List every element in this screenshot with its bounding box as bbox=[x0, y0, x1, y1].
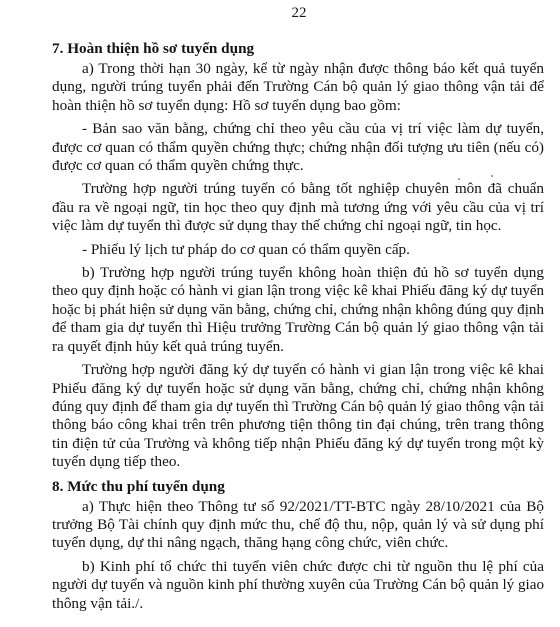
scan-speck bbox=[458, 178, 460, 180]
text-line: tuyển dụng tiếp theo. bbox=[52, 453, 181, 471]
text-line: - Bản sao văn bằng, chứng chỉ theo yêu cầu của vị trí việc làm dự tuyển, bbox=[82, 120, 544, 138]
text-line: tuyển dụng, dự thi nâng ngạch, thăng hạng công chức, viên chức. bbox=[52, 534, 449, 552]
text-line: - Phiếu lý lịch tư pháp do cơ quan có thẩm quyền cấp. bbox=[82, 240, 410, 258]
text-line: đầu ra về ngoại ngữ, tin học theo quy định mà tương ứng với yêu cầu của vị trí bbox=[52, 198, 544, 216]
text-line: thông báo công khai trên trên phương tiện thông tin đại chúng, trên trang thông bbox=[52, 416, 544, 434]
text-line: Trường hợp người trúng tuyển có bằng tốt nghiệp chuyên môn đã chuẩn bbox=[82, 180, 544, 198]
paragraph bbox=[52, 498, 544, 553]
section-heading: 7. Hoàn thiện hồ sơ tuyển dụng bbox=[52, 40, 255, 57]
page-number: 22 bbox=[291, 5, 307, 21]
text-line: a) Thực hiện theo Thông tư số 92/2021/TT-BTC ngày 28/10/2021 của Bộ bbox=[82, 497, 544, 515]
text-line: đúng quy định để tham gia dự tuyển thì Trường Cán bộ quản lý giao thông vận tải bbox=[52, 398, 544, 415]
text-line: trưởng Bộ Tài chính quy định mức thu, chế độ thu, nộp, quản lý và sử dụng phí bbox=[52, 515, 544, 533]
text-line: theo quy định hoặc có hành vi gian lận trong việc kê khai Phiếu đăng ký dự tuyển bbox=[52, 283, 544, 300]
text-line: được cơ quan có thẩm quyền chứng thực. bbox=[52, 157, 304, 175]
text-line: hoặc bị phát hiện sử dụng văn bằng, chứng chỉ, chứng nhận không đúng quy định bbox=[52, 301, 544, 318]
text-line: hoàn thiện hồ sơ tuyển dụng: Hồ sơ tuyển dụng bao gồm: bbox=[52, 96, 401, 114]
text-line: để tham gia dự tuyển thì Hiệu trưởng Trường Cán bộ quản lý giao thông vận tải bbox=[52, 319, 544, 337]
text-line: b) Trường hợp người trúng tuyển không hoàn thiện đủ hồ sơ tuyển dụng bbox=[82, 264, 544, 282]
paragraph bbox=[52, 60, 544, 115]
text-line: b) Kinh phí tổ chức thi tuyển viên chức được chi từ nguồn thu lệ phí của bbox=[82, 557, 544, 575]
text-line: việc làm dự tuyển thì được sử dụng thay thế chứng chỉ ngoại ngữ, tin học. bbox=[52, 217, 502, 235]
document-body bbox=[52, 39, 544, 613]
paragraph bbox=[52, 558, 544, 613]
scan-speck bbox=[491, 175, 493, 177]
text-line: a) Trong thời hạn 30 ngày, kể từ ngày nhận được thông báo kết quả tuyển bbox=[82, 60, 544, 77]
text-line: thông vận tải./. bbox=[52, 594, 144, 612]
text-line: Phiếu đăng ký dự tuyển hoặc sử dụng văn bằng, chứng chỉ, chứng nhận không bbox=[52, 379, 544, 397]
text-line: dụng, người trúng tuyển phải đến Trường Cán bộ quản lý giao thông vận tải để bbox=[52, 78, 544, 96]
paragraph bbox=[52, 361, 544, 471]
paragraph bbox=[52, 120, 544, 175]
paragraph bbox=[52, 180, 544, 235]
paragraph bbox=[52, 264, 544, 356]
text-line: người dự tuyển và nguồn kinh phí thường xuyên của Trường Cán bộ quản lý giao bbox=[52, 577, 544, 594]
text-line: tin điện tử của Trường và không tiếp nhận Phiếu đăng ký dự tuyển trong một kỳ bbox=[52, 434, 544, 452]
text-line: được cơ quan có thẩm quyền chứng thực; chứng nhận đối tượng ưu tiên (nếu có) bbox=[52, 138, 544, 156]
text-line: ra quyết định hủy kết quả trúng tuyển. bbox=[52, 337, 284, 355]
paragraph bbox=[52, 241, 544, 259]
section-heading: 8. Mức thu phí tuyển dụng bbox=[52, 477, 225, 495]
text-line: Trường hợp người đăng ký dự tuyển có hành vi gian lận trong việc kê khai bbox=[82, 361, 544, 379]
